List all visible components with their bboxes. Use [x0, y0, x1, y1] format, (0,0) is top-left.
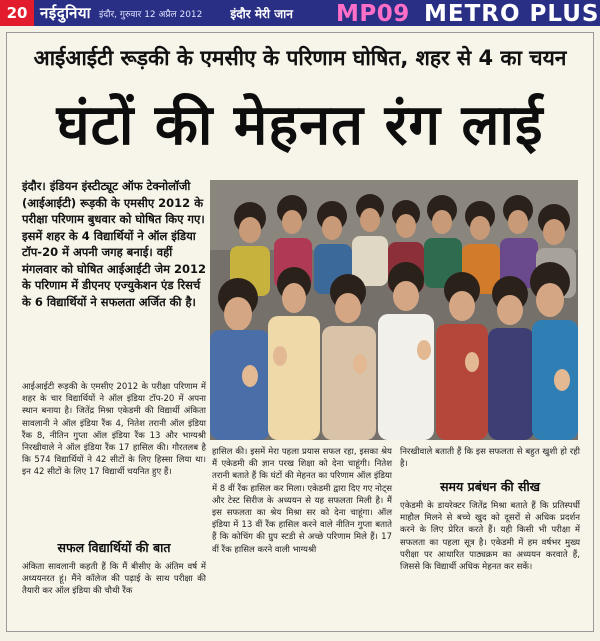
paper-name: नईदुनिया — [40, 4, 91, 22]
lead-text: इंडियन इंस्टीट्यूट ऑफ टेक्नोलॉजी (आईआईटी) रूड़की के एमसीए 2012 के परीक्षा परिणाम बुधवार को घोषित किए गए। इसमें शहर के 4 विद्यार्थियों ने ऑल इंडिया टॉप-20 में अपनी जगह बनाई। वहीं मंगलवार को घोषित आईआईटी जेम 2012 के परिणाम में डीएनए एज्युकेशन एंड रिसर्च के 6 विद्यार्थियों ने सफलता अर्जित की है। — [22, 179, 206, 309]
article-subheadline: आईआईटी रूड़की के एमसीए के परिणाम घोषित, शहर से 4 का चयन — [33, 46, 567, 70]
masthead-dateline: इंदौर, गुरुवार 12 अप्रैल 2012 — [98, 9, 203, 20]
section-metro-plus: METRO PLUS — [424, 1, 600, 27]
article-headline: घंटों की मेहनत रंग लाई — [56, 93, 544, 158]
city-line: इंदौर मेरी जान — [230, 6, 293, 21]
group-photo-illustration — [210, 180, 578, 440]
column-c-subhead: समय प्रबंधन की सीख — [440, 479, 540, 494]
article-lead — [22, 178, 206, 310]
column-a-body-2: अंकिता सावलानी कहती हैं कि मैं बीसीए के अंतिम वर्ष में अध्ययनरत हूं। मैंने कॉलेज की पढ़ाई के साथ परीक्षा की तैयारी कर ऑल इंडिया की चौथी रैंक — [22, 562, 206, 597]
page-number: 20 — [0, 0, 34, 26]
column-b-body: हासिल की। इसमें मेरा पहला प्रयास सफल रहा, इसका श्रेय मैं एकेडमी की ज्ञान परख शिक्षा को देना चाहूंगी। नितेश तरानी बताते हैं कि घंटों की मेहनत का परिणाम ऑल इंडिया में 8 वीं रैंक हासिल कर मिला। एकेडमी द्वारा दिए गए नोट्स और टेस्ट सिरीज के अध्ययन से यह सफलता मिली है। मैं इस सफलता का श्रेय मिश्रा सर को देना चाहूंगा। ऑल इंडिया में 13 वीं रैंक हासिल करने वाले नीतिन गुप्ता बताते हैं कि कोचिंग की ग्रुप स्टडी से अच्छे परिणाम मिले हैं। 17 वीं रैंक हासिल करने वाली भाग्यश्री — [212, 447, 392, 555]
column-a-body: आईआईटी रूड़की के एमसीए 2012 के परीक्षा परिणाम में शहर के चार विद्यार्थियों ने ऑल इंडिया टॉप-20 में अपना स्थान बनाया है। जितेंद्र मिश्रा एकेडमी की विद्यार्थी अंकिता सावलानी ने ऑल इंडिया रैंक 4, नितेश तरानी ऑल इंडिया रैंक 8, नीतिन गुप्ता ऑल इंडिया रैंक 13 और भाग्यश्री निरखीवाले ने ऑल इंडिया रैंक 17 हासिल की। गौरतलब है कि 574 विद्यार्थियों ने 42 सीटों के लिए हिस्सा लिया था। इन 42 सीटों के लिए 17 विद्यार्थी चयनित हुए हैं। — [22, 382, 206, 478]
group-photo — [210, 180, 578, 440]
column-a-subhead: सफल विद्यार्थियों की बात — [57, 540, 171, 555]
section-mp09: MP09 — [336, 1, 410, 27]
column-c-top: निरखीवाले बताती हैं कि इस सफलता से बहुत खुशी हो रही है। — [400, 447, 580, 470]
lead-dateline-place: इंदौर। — [22, 179, 46, 193]
column-c-body: एकेडमी के डायरेक्टर जितेंद्र मिश्रा बताते हैं कि प्रतिस्पर्धी माहौल मिलने से बच्चे खुद को दूसरों से अधिक प्रदर्शन करने के लिए प्रेरित करते हैं। यही किसी भी परीक्षा में सफलता का पहला सूत्र है। एकेडमी में हम वर्षभर मुख्य परीक्षा पर आधारित पाठ्यक्रम का अध्ययन करवाते हैं, जिससे कि विद्यार्थी अधिक मेहनत कर सकें। — [400, 501, 580, 573]
